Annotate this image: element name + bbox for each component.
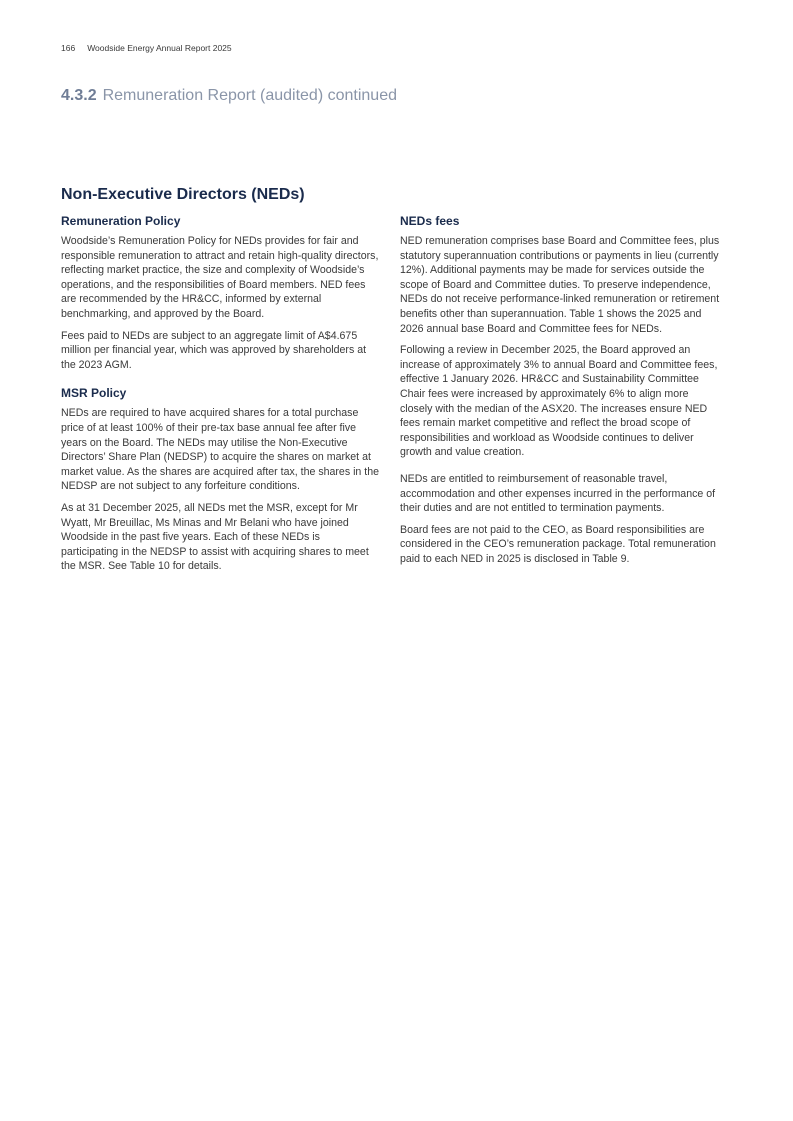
remuneration-policy-paragraph-1: Woodside’s Remuneration Policy for NEDs provides for fair and responsible remuneration to attract and retain high-quality directors, reflecting market practice, the size and complexity of Woodside’s operations, and the responsibilities of Board members. NED fees are recommended by the HR&CC, informed by external benchmarking, and approved by the Board.	[61, 235, 379, 320]
section-number: 4.3.2	[61, 87, 97, 104]
section-title-text: Remuneration Report (audited) continued	[102, 87, 397, 104]
main-heading: Non-Executive Directors (NEDs)	[61, 186, 305, 203]
report-title: Woodside Energy Annual Report 2025	[87, 43, 232, 53]
remuneration-policy-heading: Remuneration Policy	[61, 214, 181, 228]
section-title	[61, 87, 397, 105]
neds-fees-paragraph-3: NEDs are entitled to reimbursement of reasonable travel, accommodation and other expenses incurred in the performance of their duties and are not entitled to termination payments.	[400, 472, 716, 515]
neds-fees-heading: NEDs fees	[400, 214, 460, 228]
remuneration-policy-paragraph-2: Fees paid to NEDs are subject to an aggregate limit of A$4.675 million per financial year, which was approved by shareholders at the 2023 AGM.	[61, 329, 367, 371]
page-header	[61, 43, 232, 53]
msr-policy-paragraph-2: As at 31 December 2025, all NEDs met the MSR, except for Mr Wyatt, Mr Breuillac, Ms Minas and Mr Belani who have joined Woodside in the past five years. Each of these NEDs is participating in the NEDSP to assist with acquiring shares to meet the MSR. See Table 10 for details.	[61, 501, 369, 573]
page-number: 166	[61, 43, 76, 53]
left-column	[61, 214, 379, 581]
neds-fees-paragraph-1: NED remuneration comprises base Board and Committee fees, plus statutory superannuation contributions or payments in lieu (currently 12%). Additional payments may be made for services outside the scope of Board and Committee duties. To preserve independence, NEDs do not receive performance-linked remuneration or retirement benefits other than superannuation. Table 1 shows the 2025 and 2026 annual base Board and Committee fees for NEDs.	[400, 235, 720, 335]
msr-policy-paragraph-1: NEDs are required to have acquired shares for a total purchase price of at least 100% of their pre-tax base annual fee after five years on the Board. The NEDs may utilise the Non-Executive Directors’ Share Plan (NEDSP) to acquire the shares on market at market value. As the shares are acquired after tax, the shares in the NEDSP are not subject to any forfeiture conditions.	[61, 407, 379, 493]
right-column	[400, 214, 720, 573]
neds-fees-paragraph-2: Following a review in December 2025, the Board approved an increase of approximately 3% to annual Board and Committee fees, effective 1 January 2026. HR&CC and Sustainability Committee Chair fees were increased by approximately 6% to align more closely with the median of the ASX20. The increases ensure NED fees remain market competitive and reflect the broad scope of responsibilities and workload as Woodside continues to deliver growth and value creation.	[400, 344, 718, 459]
msr-policy-heading: MSR Policy	[61, 386, 127, 401]
neds-fees-paragraph-4: Board fees are not paid to the CEO, as Board responsibilities are considered in the CEO’s remuneration package. Total remuneration paid to each NED in 2025 is disclosed in Table 9.	[400, 523, 716, 565]
